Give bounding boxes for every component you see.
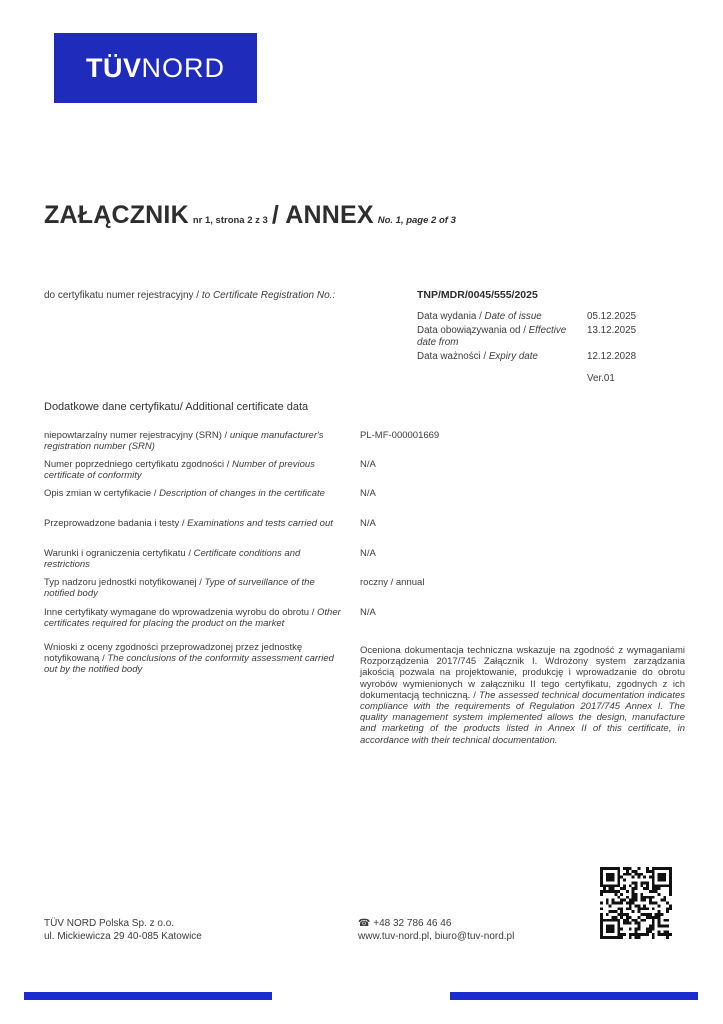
row-conclusions-label-en: The conclusions of the conformity assessment carried out by the notified body <box>44 653 334 675</box>
row-changes-label <box>44 488 346 499</box>
row-surveillance-value: roczny / annual <box>360 577 425 588</box>
row-examinations-label <box>44 518 346 529</box>
row-surveillance-label-pl: Typ nadzoru jednostki notyfikowanej / <box>44 577 205 588</box>
row-changes-value: N/A <box>360 488 376 499</box>
row-changes-label-pl: Opis zmian w certyfikacie / <box>44 488 160 499</box>
title-pl-subtitle: nr 1, strona 2 z 3 <box>192 215 268 226</box>
row-previous-cert-label <box>44 459 346 481</box>
row-conclusions-value <box>360 645 685 746</box>
row-srn-label <box>44 430 346 452</box>
effective-date-value: 13.12.2025 <box>587 325 637 336</box>
effective-date-label <box>417 325 579 348</box>
row-other-certs-label-en: Other certificates required for placing the product on the market <box>44 607 341 629</box>
row-examinations-value: N/A <box>360 518 376 529</box>
row-conditions-label-en: Certificate conditions and restrictions <box>44 548 301 570</box>
conclusions-text-en: The assessed technical documentation indicates compliance with the requirements of Regulation 2017/745 Annex I. The quality management system implemented allows the design, manufacture and marketing of the products listed in Annex II of this certificate, in accordance with their technical documentation. <box>360 689 686 746</box>
cert-label-pl: do certyfikatu numer rejestracyjny / <box>44 290 202 301</box>
title-zalacznik: ZAŁĄCZNIK <box>44 201 189 229</box>
logo-tuv-text: TÜV <box>86 52 142 83</box>
cert-label-en: to Certificate Registration No.: <box>201 290 336 301</box>
row-other-certs-label-pl: Inne certyfikaty wymagane do wprowadzenia wyrobu do obrotu / <box>44 607 318 618</box>
section-heading: Dodatkowe dane certyfikatu/ Additional certificate data <box>44 401 309 413</box>
row-previous-cert-label-en: Number of previous certificate of conformity <box>44 459 315 481</box>
row-srn-value: PL-MF-000001669 <box>360 430 440 441</box>
logo-nord-text: NORD <box>141 52 225 83</box>
conclusions-text-pl: Oceniona dokumentacja techniczna wskazuje na zgodność z wymaganiami Rozporządzenia 2017/745 Załącznik I. Wdrożony system zarządzania jakością pozwala na projektowanie, produkcję i wprowadzanie do obrotu wyrobów wymienionych w załączniku II tego certyfikatu, zgodnych z ich dokumentacją techniczną. / <box>360 645 685 701</box>
certificate-registration-number: TNP/MDR/0045/555/2025 <box>417 289 538 301</box>
page-title <box>44 201 460 230</box>
expiry-date-value: 12.12.2028 <box>587 351 637 362</box>
version-label: Ver.01 <box>587 373 615 384</box>
effective-date-label-en: Effective date from <box>417 325 567 348</box>
date-of-issue-label <box>417 311 579 323</box>
row-conclusions-label-pl: Wnioski z oceny zgodności przeprowadzonej przez jednostkę notyfikowaną / <box>44 642 303 664</box>
row-conclusions-label <box>44 642 346 675</box>
row-conditions-label <box>44 548 346 570</box>
expiry-date-label-en: Expiry date <box>488 351 538 362</box>
date-of-issue-value: 05.12.2025 <box>587 311 637 322</box>
date-of-issue-label-pl: Data wydania / <box>417 311 485 322</box>
row-changes-label-en: Description of changes in the certificate <box>159 488 325 499</box>
date-of-issue-label-en: Date of issue <box>484 311 542 322</box>
phone-icon: ☎ <box>358 918 371 929</box>
row-other-certs-label <box>44 607 346 629</box>
footer-bar-right <box>450 992 698 1000</box>
footer-address: ul. Mickiewicza 29 40-085 Katowice <box>44 930 202 942</box>
row-srn-label-pl: niepowtarzalny numer rejestracyjny (SRN) / <box>44 430 230 441</box>
row-previous-cert-value: N/A <box>360 459 376 470</box>
footer-company-block <box>44 918 202 943</box>
footer-company: TÜV NORD Polska Sp. z o.o. <box>44 918 175 929</box>
footer-web-email: www.tuv-nord.pl, biuro@tuv-nord.pl <box>358 930 515 942</box>
footer-phone: +48 32 786 46 46 <box>373 918 452 929</box>
row-previous-cert-label-pl: Numer poprzedniego certyfikatu zgodności / <box>44 459 232 470</box>
footer-bar-left <box>24 992 272 1000</box>
row-surveillance-label-en: Type of surveillance of the notified body <box>44 577 315 599</box>
effective-date-label-pl: Data obowiązywania od / <box>417 325 529 336</box>
row-surveillance-label <box>44 577 346 599</box>
row-srn-label-en: unique manufacturer's registration number (SRN) <box>44 430 324 452</box>
row-conditions-label-pl: Warunki i ograniczenia certyfikatu / <box>44 548 194 559</box>
title-annex: / ANNEX <box>271 201 374 229</box>
title-en-subtitle: No. 1, page 2 of 3 <box>377 215 456 226</box>
row-conditions-value: N/A <box>360 548 376 559</box>
expiry-date-label <box>417 351 579 363</box>
tuvnord-logo <box>54 33 257 103</box>
qr-code <box>600 867 672 939</box>
expiry-date-label-pl: Data ważności / <box>417 351 489 362</box>
certificate-registration-label <box>44 290 335 301</box>
footer-contact-block <box>358 918 514 943</box>
row-other-certs-value: N/A <box>360 607 376 618</box>
row-examinations-label-pl: Przeprowadzone badania i testy / <box>44 518 188 529</box>
row-examinations-label-en: Examinations and tests carried out <box>187 518 333 529</box>
